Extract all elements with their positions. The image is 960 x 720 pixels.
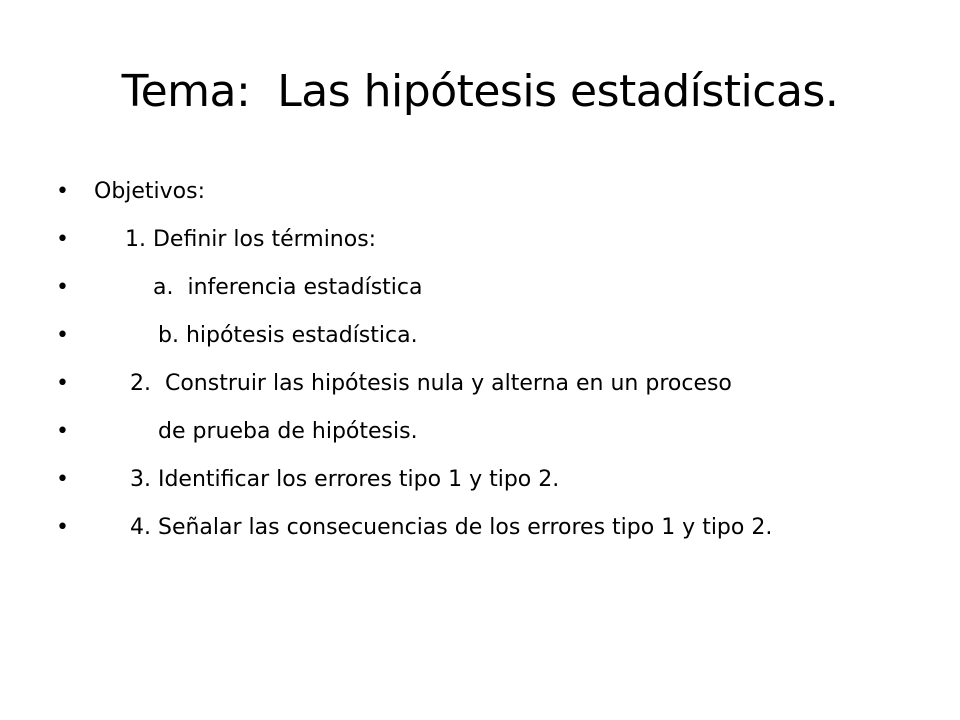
bullet-text: a. inferencia estadística [153,275,423,300]
bullet-dot-icon: • [56,467,69,492]
bullet-dot-icon: • [56,179,69,204]
bullet-dot-icon: • [56,371,69,396]
bullet-text: Objetivos: [94,179,206,204]
bullet-item-construir [0,360,960,408]
bullet-text: 2. Construir las hipótesis nula y alterna en un proceso [130,371,732,396]
bullet-text: 1. Definir los términos: [125,227,377,252]
bullet-dot-icon: • [56,323,69,348]
bullet-item-definir [0,216,960,264]
bullet-item-identificar [0,456,960,504]
bullet-text: de prueba de hipótesis. [158,419,418,444]
bullet-item-prueba [0,408,960,456]
bullet-list [0,168,960,552]
slide-title: Tema: Las hipótesis estadísticas. [121,66,839,117]
bullet-item-inferencia [0,264,960,312]
bullet-item-objetivos [0,168,960,216]
bullet-item-senalar [0,504,960,552]
bullet-text: 4. Señalar las consecuencias de los errores tipo 1 y tipo 2. [130,515,773,540]
bullet-item-hipotesis-estadistica [0,312,960,360]
bullet-dot-icon: • [56,227,69,252]
bullet-dot-icon: • [56,419,69,444]
bullet-text: b. hipótesis estadística. [158,323,418,348]
bullet-text: 3. Identificar los errores tipo 1 y tipo 2. [130,467,560,492]
bullet-dot-icon: • [56,515,69,540]
bullet-dot-icon: • [56,275,69,300]
